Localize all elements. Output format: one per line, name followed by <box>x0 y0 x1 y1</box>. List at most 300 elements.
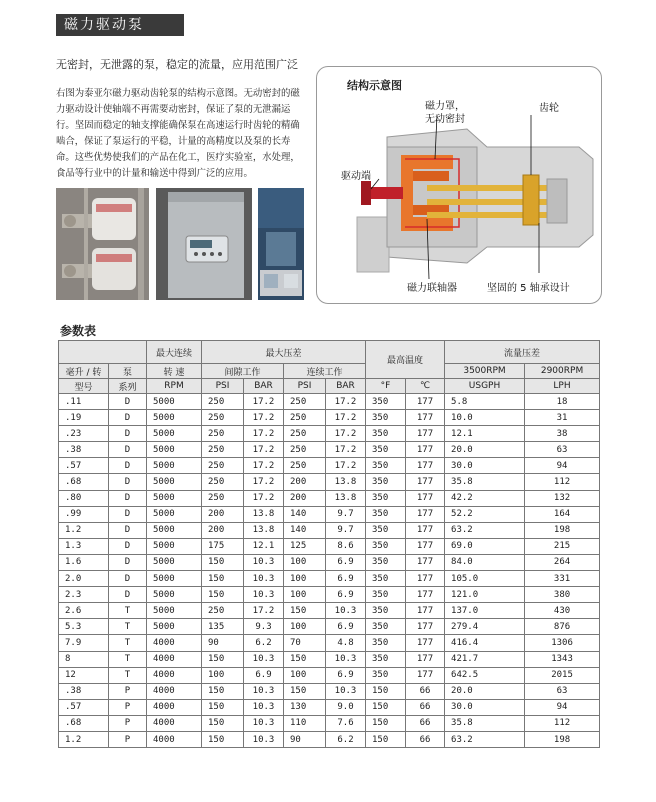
cell-lph: 112 <box>525 474 600 490</box>
cell-temp-f: 350 <box>366 619 406 635</box>
cell-lph: 132 <box>525 490 600 506</box>
cell-temp-f: 350 <box>366 506 406 522</box>
table-row <box>59 442 600 458</box>
cell-series: D <box>109 458 147 474</box>
cell-model: 1.3 <box>59 538 109 554</box>
cell-bar-continuous: 6.9 <box>326 554 366 570</box>
cell-model: 2.6 <box>59 603 109 619</box>
cell-usgph: 69.0 <box>445 538 525 554</box>
header-pump: 泵 <box>109 364 147 379</box>
cell-psi-continuous: 250 <box>284 410 326 426</box>
cell-rpm: 5000 <box>147 603 202 619</box>
table-row <box>59 538 600 554</box>
cell-psi-intermittent: 90 <box>202 635 244 651</box>
cell-bar-intermittent: 13.8 <box>244 506 284 522</box>
cell-usgph: 416.4 <box>445 635 525 651</box>
cell-temp-f: 350 <box>366 651 406 667</box>
cell-bar-continuous: 7.6 <box>326 715 366 731</box>
cell-bar-continuous: 10.3 <box>326 683 366 699</box>
cell-psi-continuous: 200 <box>284 474 326 490</box>
cell-psi-continuous: 150 <box>284 603 326 619</box>
cell-bar-continuous: 9.0 <box>326 699 366 715</box>
cell-lph: 264 <box>525 554 600 570</box>
cell-rpm: 5000 <box>147 619 202 635</box>
cell-usgph: 42.2 <box>445 490 525 506</box>
cell-model: 2.3 <box>59 587 109 603</box>
cell-temp-c: 177 <box>406 619 445 635</box>
cell-bar-continuous: 6.9 <box>326 587 366 603</box>
cell-usgph: 121.0 <box>445 587 525 603</box>
cell-temp-c: 177 <box>406 410 445 426</box>
cell-model: 1.6 <box>59 554 109 570</box>
cell-psi-continuous: 130 <box>284 699 326 715</box>
cell-usgph: 279.4 <box>445 619 525 635</box>
cell-psi-intermittent: 175 <box>202 538 244 554</box>
cell-usgph: 421.7 <box>445 651 525 667</box>
table-row <box>59 683 600 699</box>
table-row <box>59 554 600 570</box>
cell-psi-intermittent: 200 <box>202 506 244 522</box>
header-lph: LPH <box>525 379 600 394</box>
cell-psi-intermittent: 150 <box>202 651 244 667</box>
cell-bar-continuous: 17.2 <box>326 458 366 474</box>
cell-temp-c: 177 <box>406 538 445 554</box>
cell-series: T <box>109 667 147 683</box>
table-row <box>59 619 600 635</box>
cell-bar-intermittent: 17.2 <box>244 490 284 506</box>
header-row-2 <box>59 364 600 379</box>
cell-series: D <box>109 410 147 426</box>
cell-psi-intermittent: 200 <box>202 522 244 538</box>
diagram-title: 结构示意图 <box>347 79 402 92</box>
cell-series: D <box>109 522 147 538</box>
cell-rpm: 4000 <box>147 699 202 715</box>
label-five-bearing: 坚固的 5 轴承设计 <box>487 283 570 294</box>
cell-bar-intermittent: 10.3 <box>244 587 284 603</box>
pump-assembly-photo <box>56 188 149 300</box>
table-row <box>59 635 600 651</box>
cell-temp-f: 350 <box>366 394 406 410</box>
cell-bar-continuous: 17.2 <box>326 394 366 410</box>
cell-series: T <box>109 619 147 635</box>
cell-temp-c: 177 <box>406 474 445 490</box>
cell-series: D <box>109 506 147 522</box>
cell-bar-intermittent: 17.2 <box>244 394 284 410</box>
cell-series: D <box>109 554 147 570</box>
cell-usgph: 642.5 <box>445 667 525 683</box>
table-row <box>59 394 600 410</box>
cell-lph: 94 <box>525 458 600 474</box>
header-2900rpm: 2900RPM <box>525 364 600 379</box>
controller-photo <box>156 188 252 300</box>
table-row <box>59 490 600 506</box>
header-series: 系列 <box>109 379 147 394</box>
cell-model: .11 <box>59 394 109 410</box>
cell-usgph: 63.2 <box>445 522 525 538</box>
cell-lph: 331 <box>525 571 600 587</box>
cell-usgph: 20.0 <box>445 442 525 458</box>
cell-temp-c: 66 <box>406 699 445 715</box>
cell-series: P <box>109 699 147 715</box>
label-gear: 齿轮 <box>539 103 559 114</box>
table-row <box>59 651 600 667</box>
cell-psi-intermittent: 150 <box>202 731 244 747</box>
table-row <box>59 699 600 715</box>
cell-series: T <box>109 651 147 667</box>
cell-temp-c: 177 <box>406 587 445 603</box>
cell-bar-intermittent: 10.3 <box>244 571 284 587</box>
cell-psi-continuous: 100 <box>284 554 326 570</box>
cell-temp-f: 350 <box>366 410 406 426</box>
cell-lph: 94 <box>525 699 600 715</box>
cell-temp-f: 350 <box>366 474 406 490</box>
cell-psi-intermittent: 250 <box>202 603 244 619</box>
cell-rpm: 5000 <box>147 410 202 426</box>
cell-model: .99 <box>59 506 109 522</box>
cell-bar-intermittent: 6.9 <box>244 667 284 683</box>
cell-model: .38 <box>59 683 109 699</box>
cell-bar-continuous: 9.7 <box>326 522 366 538</box>
table-row <box>59 731 600 747</box>
cell-psi-intermittent: 135 <box>202 619 244 635</box>
table-row <box>59 522 600 538</box>
cell-bar-continuous: 17.2 <box>326 410 366 426</box>
header-ml-per-rev: 毫升 / 转 <box>59 364 109 379</box>
cell-bar-continuous: 6.9 <box>326 667 366 683</box>
cell-temp-c: 177 <box>406 490 445 506</box>
cell-series: D <box>109 394 147 410</box>
cell-usgph: 105.0 <box>445 571 525 587</box>
header-3500rpm: 3500RPM <box>445 364 525 379</box>
header-psi-intermittent: PSI <box>202 379 244 394</box>
cell-series: T <box>109 635 147 651</box>
cell-rpm: 5000 <box>147 458 202 474</box>
cell-usgph: 84.0 <box>445 554 525 570</box>
cell-psi-continuous: 125 <box>284 538 326 554</box>
cell-temp-c: 66 <box>406 731 445 747</box>
cell-temp-c: 177 <box>406 603 445 619</box>
cell-lph: 164 <box>525 506 600 522</box>
cell-series: D <box>109 538 147 554</box>
header-row-3 <box>59 379 600 394</box>
cell-psi-continuous: 250 <box>284 442 326 458</box>
cell-lph: 198 <box>525 731 600 747</box>
cell-model: .38 <box>59 442 109 458</box>
cell-rpm: 5000 <box>147 442 202 458</box>
cell-temp-c: 177 <box>406 458 445 474</box>
cell-psi-continuous: 200 <box>284 490 326 506</box>
header-flow: 流量压差 <box>445 341 600 364</box>
cell-temp-f: 150 <box>366 683 406 699</box>
cell-lph: 63 <box>525 683 600 699</box>
cell-bar-intermittent: 10.3 <box>244 554 284 570</box>
cell-temp-c: 177 <box>406 426 445 442</box>
cell-bar-continuous: 13.8 <box>326 474 366 490</box>
cell-rpm: 5000 <box>147 394 202 410</box>
header-celsius: ℃ <box>406 379 445 394</box>
header-fahrenheit: °F <box>366 379 406 394</box>
cell-model: 7.9 <box>59 635 109 651</box>
cell-lph: 1306 <box>525 635 600 651</box>
cell-temp-c: 177 <box>406 506 445 522</box>
cell-model: .68 <box>59 474 109 490</box>
table-row <box>59 587 600 603</box>
cell-psi-continuous: 150 <box>284 651 326 667</box>
cell-bar-intermittent: 10.3 <box>244 651 284 667</box>
cell-series: D <box>109 571 147 587</box>
cell-usgph: 5.8 <box>445 394 525 410</box>
cell-psi-continuous: 70 <box>284 635 326 651</box>
header-continuous: 连续工作 <box>284 364 366 379</box>
cell-rpm: 5000 <box>147 490 202 506</box>
table-row <box>59 410 600 426</box>
cell-rpm: 4000 <box>147 683 202 699</box>
cell-psi-continuous: 100 <box>284 619 326 635</box>
cell-psi-continuous: 100 <box>284 571 326 587</box>
cell-series: T <box>109 603 147 619</box>
cell-psi-intermittent: 150 <box>202 587 244 603</box>
cell-lph: 38 <box>525 426 600 442</box>
header-speed: 转 速 <box>147 364 202 379</box>
cell-series: D <box>109 426 147 442</box>
cell-rpm: 5000 <box>147 571 202 587</box>
label-drive-end: 驱动端 <box>341 171 371 182</box>
cell-series: D <box>109 474 147 490</box>
cell-psi-intermittent: 100 <box>202 667 244 683</box>
table-row <box>59 667 600 683</box>
cell-psi-intermittent: 250 <box>202 490 244 506</box>
cell-temp-f: 350 <box>366 587 406 603</box>
table-row <box>59 715 600 731</box>
cell-psi-intermittent: 250 <box>202 442 244 458</box>
cell-bar-intermittent: 17.2 <box>244 474 284 490</box>
cell-temp-c: 177 <box>406 635 445 651</box>
cell-temp-f: 350 <box>366 635 406 651</box>
cell-rpm: 5000 <box>147 538 202 554</box>
cell-rpm: 5000 <box>147 426 202 442</box>
cell-model: 5.3 <box>59 619 109 635</box>
cell-bar-continuous: 10.3 <box>326 603 366 619</box>
cell-psi-continuous: 150 <box>284 683 326 699</box>
cell-model: .19 <box>59 410 109 426</box>
cell-model: .80 <box>59 490 109 506</box>
cell-temp-c: 177 <box>406 554 445 570</box>
cell-temp-f: 150 <box>366 699 406 715</box>
header-max-speed: 最大连续 <box>147 341 202 364</box>
cell-rpm: 5000 <box>147 506 202 522</box>
cell-lph: 2015 <box>525 667 600 683</box>
cell-psi-continuous: 250 <box>284 458 326 474</box>
table-row <box>59 571 600 587</box>
header-row-1 <box>59 341 600 364</box>
cell-model: 1.2 <box>59 522 109 538</box>
cell-usgph: 52.2 <box>445 506 525 522</box>
cell-rpm: 4000 <box>147 667 202 683</box>
cell-lph: 215 <box>525 538 600 554</box>
subtitle: 无密封，无泄露的泵，稳定的流量，应用范围广泛 <box>56 58 298 71</box>
header-bar-continuous: BAR <box>326 379 366 394</box>
cell-psi-intermittent: 250 <box>202 410 244 426</box>
table-row <box>59 426 600 442</box>
cell-model: 8 <box>59 651 109 667</box>
header-max-temp: 最高温度 <box>366 341 445 379</box>
table-row <box>59 458 600 474</box>
header-max-pressure: 最大压差 <box>202 341 366 364</box>
cell-temp-c: 66 <box>406 683 445 699</box>
cell-temp-f: 350 <box>366 522 406 538</box>
cell-psi-continuous: 90 <box>284 731 326 747</box>
cell-bar-continuous: 17.2 <box>326 426 366 442</box>
cell-psi-continuous: 100 <box>284 587 326 603</box>
header-intermittent: 间隙工作 <box>202 364 284 379</box>
cell-temp-c: 66 <box>406 715 445 731</box>
cell-series: D <box>109 587 147 603</box>
label-magnetic-shield: 磁力罩， <box>425 101 465 112</box>
cell-temp-f: 150 <box>366 715 406 731</box>
cell-temp-f: 150 <box>366 731 406 747</box>
cell-psi-continuous: 100 <box>284 667 326 683</box>
cell-rpm: 4000 <box>147 651 202 667</box>
cell-rpm: 5000 <box>147 474 202 490</box>
cell-rpm: 5000 <box>147 587 202 603</box>
cell-usgph: 35.8 <box>445 715 525 731</box>
cell-temp-f: 350 <box>366 538 406 554</box>
cell-psi-intermittent: 250 <box>202 458 244 474</box>
cell-temp-c: 177 <box>406 442 445 458</box>
cell-bar-intermittent: 10.3 <box>244 683 284 699</box>
cell-usgph: 137.0 <box>445 603 525 619</box>
cell-bar-intermittent: 6.2 <box>244 635 284 651</box>
cell-model: 12 <box>59 667 109 683</box>
cell-psi-intermittent: 250 <box>202 474 244 490</box>
cell-rpm: 4000 <box>147 731 202 747</box>
cell-lph: 31 <box>525 410 600 426</box>
label-magnetic-coupling: 磁力联轴器 <box>407 283 457 294</box>
header-blank <box>59 341 147 364</box>
cell-lph: 198 <box>525 522 600 538</box>
cell-bar-continuous: 4.8 <box>326 635 366 651</box>
cell-model: 1.2 <box>59 731 109 747</box>
cell-temp-f: 350 <box>366 554 406 570</box>
label-no-dynamic-seal: 无动密封 <box>425 114 465 125</box>
table-row <box>59 603 600 619</box>
cell-temp-f: 350 <box>366 603 406 619</box>
spec-table <box>58 340 600 748</box>
cell-temp-f: 350 <box>366 426 406 442</box>
cell-temp-f: 350 <box>366 458 406 474</box>
cell-bar-intermittent: 9.3 <box>244 619 284 635</box>
cell-series: P <box>109 683 147 699</box>
cell-usgph: 30.0 <box>445 699 525 715</box>
cell-usgph: 20.0 <box>445 683 525 699</box>
cell-bar-intermittent: 13.8 <box>244 522 284 538</box>
cell-bar-intermittent: 12.1 <box>244 538 284 554</box>
cell-usgph: 10.0 <box>445 410 525 426</box>
cell-bar-intermittent: 10.3 <box>244 731 284 747</box>
cell-bar-intermittent: 10.3 <box>244 699 284 715</box>
cell-bar-intermittent: 17.2 <box>244 442 284 458</box>
cell-usgph: 35.8 <box>445 474 525 490</box>
header-usgph: USGPH <box>445 379 525 394</box>
cell-temp-c: 177 <box>406 394 445 410</box>
cell-temp-f: 350 <box>366 571 406 587</box>
cell-psi-intermittent: 150 <box>202 571 244 587</box>
cell-model: .68 <box>59 715 109 731</box>
cell-bar-continuous: 8.6 <box>326 538 366 554</box>
lab-setup-photo <box>258 188 304 300</box>
cell-temp-f: 350 <box>366 667 406 683</box>
table-row <box>59 474 600 490</box>
cell-usgph: 30.0 <box>445 458 525 474</box>
header-model: 型号 <box>59 379 109 394</box>
cell-temp-f: 350 <box>366 442 406 458</box>
cell-rpm: 4000 <box>147 715 202 731</box>
cell-psi-intermittent: 150 <box>202 699 244 715</box>
cell-bar-continuous: 17.2 <box>326 442 366 458</box>
cell-temp-c: 177 <box>406 651 445 667</box>
cell-usgph: 12.1 <box>445 426 525 442</box>
cell-psi-intermittent: 250 <box>202 394 244 410</box>
cell-bar-continuous: 6.9 <box>326 619 366 635</box>
cell-lph: 876 <box>525 619 600 635</box>
cell-bar-continuous: 6.9 <box>326 571 366 587</box>
cell-bar-intermittent: 17.2 <box>244 426 284 442</box>
cell-bar-continuous: 9.7 <box>326 506 366 522</box>
cell-psi-intermittent: 150 <box>202 683 244 699</box>
cell-temp-c: 177 <box>406 522 445 538</box>
header-bar-intermittent: BAR <box>244 379 284 394</box>
cell-lph: 1343 <box>525 651 600 667</box>
cell-lph: 112 <box>525 715 600 731</box>
cell-psi-continuous: 250 <box>284 426 326 442</box>
cell-psi-intermittent: 150 <box>202 554 244 570</box>
cell-series: D <box>109 442 147 458</box>
cell-bar-continuous: 6.2 <box>326 731 366 747</box>
cell-bar-continuous: 10.3 <box>326 651 366 667</box>
cell-model: .57 <box>59 699 109 715</box>
cell-psi-continuous: 140 <box>284 506 326 522</box>
cell-psi-intermittent: 250 <box>202 426 244 442</box>
spec-table-title: 参数表 <box>60 324 97 338</box>
cell-lph: 380 <box>525 587 600 603</box>
cell-usgph: 63.2 <box>445 731 525 747</box>
cell-bar-intermittent: 17.2 <box>244 458 284 474</box>
cell-psi-continuous: 250 <box>284 394 326 410</box>
cell-model: 2.0 <box>59 571 109 587</box>
cell-series: P <box>109 731 147 747</box>
cell-psi-intermittent: 150 <box>202 715 244 731</box>
cell-psi-continuous: 140 <box>284 522 326 538</box>
cell-rpm: 5000 <box>147 554 202 570</box>
cell-bar-continuous: 13.8 <box>326 490 366 506</box>
cell-lph: 63 <box>525 442 600 458</box>
cell-model: .23 <box>59 426 109 442</box>
cell-model: .57 <box>59 458 109 474</box>
cell-series: P <box>109 715 147 731</box>
cell-lph: 430 <box>525 603 600 619</box>
cell-psi-continuous: 110 <box>284 715 326 731</box>
cell-bar-intermittent: 17.2 <box>244 410 284 426</box>
cell-temp-c: 177 <box>406 667 445 683</box>
structure-diagram <box>316 66 602 304</box>
cell-series: D <box>109 490 147 506</box>
cell-temp-c: 177 <box>406 571 445 587</box>
description-paragraph: 右图为泰亚尔磁力驱动齿轮泵的结构示意图。无动密封的磁力驱动设计使轴端不再需要动密封，保证了泵的无泄漏运行。坚固而稳定的轴支撑能确保泵在高速运行时齿轮的精确啮合，保证了泵运行的平稳，计量的高精度以及泵的长寿命。这些优势使我们的产品在化工，医疗实验室，水处理，食品等行业中的计量和输送中得到广泛的应用。 <box>56 88 300 179</box>
cell-bar-intermittent: 17.2 <box>244 603 284 619</box>
cell-temp-f: 350 <box>366 490 406 506</box>
cell-bar-intermittent: 10.3 <box>244 715 284 731</box>
cell-lph: 18 <box>525 394 600 410</box>
